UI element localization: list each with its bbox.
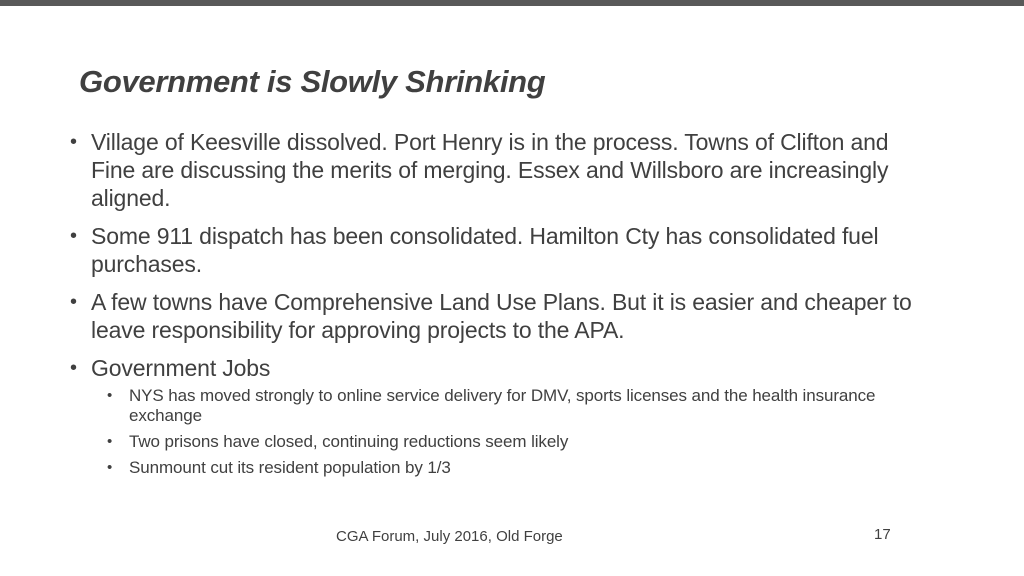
slide-title: Government is Slowly Shrinking <box>79 64 546 99</box>
bullet-text: A few towns have Comprehensive Land Use Plans. But it is easier and cheaper to leave responsibility for approving projects to the APA. <box>91 289 912 343</box>
sub-bullet-list <box>91 386 920 478</box>
slide-footer: CGA Forum, July 2016, Old Forge <box>336 528 563 545</box>
sub-bullet-item-sunmount <box>107 458 920 478</box>
bullet-marker: • <box>70 225 77 247</box>
sub-bullet-item-online-services <box>107 386 920 426</box>
bullet-item-land-use-plans <box>70 288 920 344</box>
bullet-marker: • <box>70 131 77 153</box>
sub-bullet-item-prisons <box>107 432 920 452</box>
bullet-list <box>70 128 920 488</box>
sub-bullet-text: Two prisons have closed, continuing reductions seem likely <box>129 432 569 451</box>
sub-bullet-marker: • <box>107 433 113 450</box>
bullet-text: Village of Keesville dissolved. Port Henry is in the process. Towns of Clifton and Fine are discussing the merits of merging. Essex and Willsboro are increasingly aligned. <box>91 129 889 211</box>
bullet-item-911-dispatch <box>70 222 920 278</box>
bullet-item-keesville <box>70 128 920 212</box>
bullet-item-government-jobs <box>70 354 920 478</box>
sub-bullet-text: Sunmount cut its resident population by 1/3 <box>129 458 451 477</box>
sub-bullet-text: NYS has moved strongly to online service delivery for DMV, sports licenses and the health insurance exchange <box>129 386 876 425</box>
bullet-marker: • <box>70 291 77 313</box>
bullet-text: Government Jobs <box>91 355 271 381</box>
sub-bullet-marker: • <box>107 387 113 404</box>
page-number: 17 <box>874 526 891 543</box>
bullet-text: Some 911 dispatch has been consolidated. Hamilton Cty has consolidated fuel purchases. <box>91 223 879 277</box>
bullet-marker: • <box>70 357 77 379</box>
top-accent-bar <box>0 0 1024 6</box>
sub-bullet-marker: • <box>107 459 113 476</box>
